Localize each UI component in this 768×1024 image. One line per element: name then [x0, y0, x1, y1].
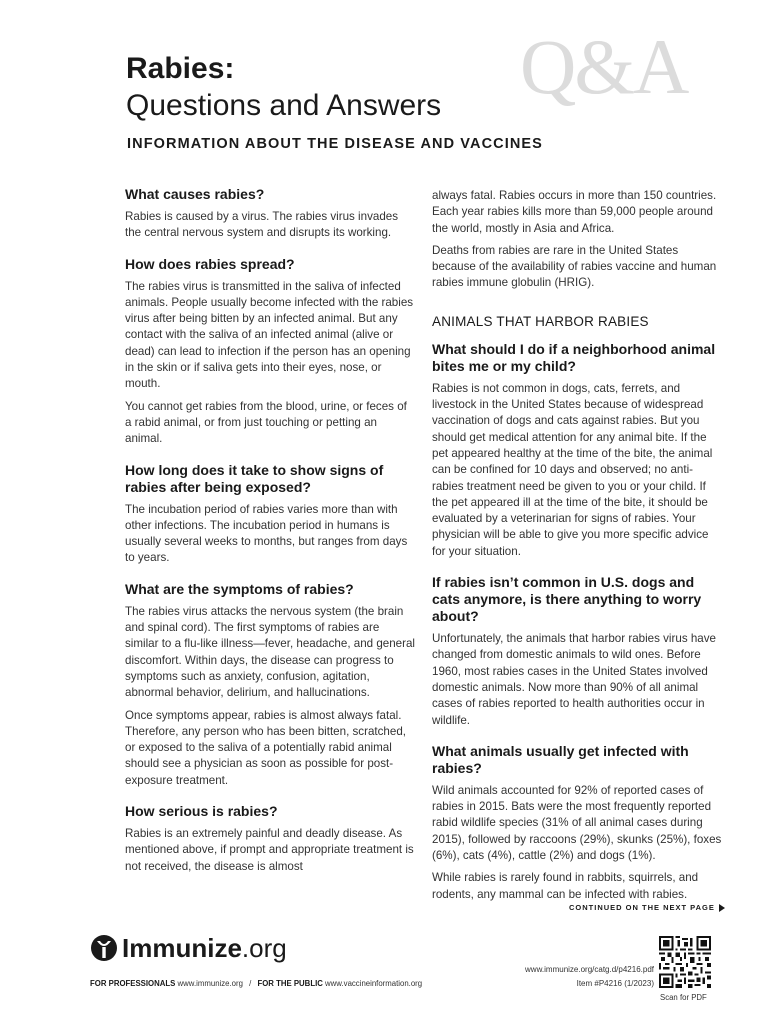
answer-paragraph: Deaths from rabies are rare in the United States because of the availability of rabies vaccine and human rabies immune globulin (HRIG).	[432, 243, 717, 290]
qa-watermark: Q&A	[520, 23, 688, 110]
answer-paragraph: Once symptoms appear, rabies is almost always fatal. Therefore, any person who has been bitten, scratched, or exposed to the saliva of a potentially rabid animal should see a physician as soon as possible for post-exposure treatment.	[125, 708, 406, 787]
immunize-logo[interactable]	[90, 934, 287, 962]
left-column	[125, 186, 415, 881]
right-column	[432, 188, 722, 909]
qr-caption: Scan for PDF	[660, 993, 707, 1002]
answer-paragraph: The rabies virus is transmitted in the saliva of infected animals. People usually become infected with the rabies virus after being bitten by an infected animal. But any contact with the saliva of an infected animal (alive or dead) can lead to infection if the person has an opening in the skin or if saliva gets into their eyes, nose, or mouth.	[125, 279, 414, 391]
continued-label: CONTINUED ON THE NEXT PAGE	[569, 903, 715, 912]
question-heading: If rabies isn’t common in U.S. dogs and cats anymore, is there anything to worry about?	[432, 574, 702, 625]
answer-paragraph: The incubation period of rabies varies more than with other infections. The incubation period in humans is usually several weeks to months, but ranges from days to years.	[125, 502, 408, 565]
public-label: FOR THE PUBLIC	[257, 979, 323, 988]
continued-link[interactable]	[569, 903, 725, 912]
pdf-link[interactable]: www.immunize.org/catg.d/p4216.pdf	[525, 965, 654, 974]
answer-paragraph: Unfortunately, the animals that harbor rabies virus have changed from domestic animals to wild ones. Before 1960, most rabies cases in the United States involved domestic animals. Now more than 90% of all animal cases of rabies reported to health authorities occur in wildlife.	[432, 632, 716, 727]
page-title: Rabies:	[126, 52, 235, 85]
public-link[interactable]: www.vaccineinformation.org	[325, 979, 423, 988]
answer-paragraph: Rabies is not common in dogs, cats, ferrets, and livestock in the United States because of widespread vaccination of dogs and cats against rabies. But you should get medical attention for any animal bite. If the pet appeared healthy at the time of the bite, the animal can be confined for 10 days and observed; no anti-rabies treatment need be given to you or your child. If the pet appeared ill at the time of the bite, it should be evaluated by a veterinarian for signs of rabies. Your physician will be able to give you more specific advice for your situation.	[432, 381, 713, 558]
question-heading: What are the symptoms of rabies?	[125, 580, 354, 597]
section-heading: ANIMALS THAT HARBOR RABIES	[432, 313, 649, 329]
footer-right	[525, 963, 654, 991]
immunize-logo-icon	[90, 934, 118, 962]
logo-wordmark: Immunize.org	[122, 933, 287, 963]
question-heading: How long does it take to show signs of rabies after being exposed?	[125, 461, 384, 495]
triangle-right-icon	[719, 904, 725, 912]
answer-paragraph: You cannot get rabies from the blood, urine, or feces of a rabid animal, or from just touching or petting an animal.	[125, 399, 407, 446]
answer-paragraph: always fatal. Rabies occurs in more than 150 countries. Each year rabies kills more than 59,000 people around the world, mostly in Asia and Africa.	[432, 189, 717, 235]
answer-paragraph: Wild animals accounted for 92% of reported cases of rabies in 2015. Bats were the most frequently reported rabid wildlife species (31% of all animal cases during 2015), followed by raccoons (29%), skunks (25%), foxes (6%), cats (4%), cattle (2%) and dogs (1%).	[432, 783, 722, 863]
question-heading: How serious is rabies?	[125, 803, 278, 820]
question-heading: What animals usually get infected with rabies?	[432, 742, 689, 776]
footer-separator: /	[249, 979, 252, 988]
qr-code-icon[interactable]	[659, 936, 711, 988]
question-heading: What causes rabies?	[125, 186, 265, 202]
answer-paragraph: Rabies is an extremely painful and deadly disease. As mentioned above, if prompt and appropriate treatment is not received, the disease is almost	[125, 827, 414, 873]
answer-paragraph: While rabies is rarely found in rabbits, squirrels, and rodents, any mammal can be infected with rabies.	[432, 871, 699, 901]
answer-paragraph: The rabies virus attacks the nervous system (the brain and spinal cord). The first symptoms of rabies are similar to a flu-like illness—fever, headache, and general discomfort. Within days, the disease can progress to symptoms such as anxiety, confusion, agitation, abnormal behavior, delirium, and hallucinations.	[125, 604, 415, 700]
footer-links	[90, 979, 422, 988]
pro-label: FOR PROFESSIONALS	[90, 979, 176, 988]
pro-link[interactable]: www.immunize.org	[177, 979, 243, 988]
page-title-sub: Questions and Answers	[126, 89, 442, 122]
answer-paragraph: Rabies is caused by a virus. The rabies virus invades the central nervous system and disrupts its working.	[125, 210, 399, 240]
question-heading: How does rabies spread?	[125, 255, 295, 272]
item-number: Item #P4216 (1/2023)	[576, 979, 654, 988]
page-tagline: INFORMATION ABOUT THE DISEASE AND VACCINES	[127, 136, 543, 152]
question-heading: What should I do if a neighborhood animal bites me or my child?	[432, 340, 716, 374]
